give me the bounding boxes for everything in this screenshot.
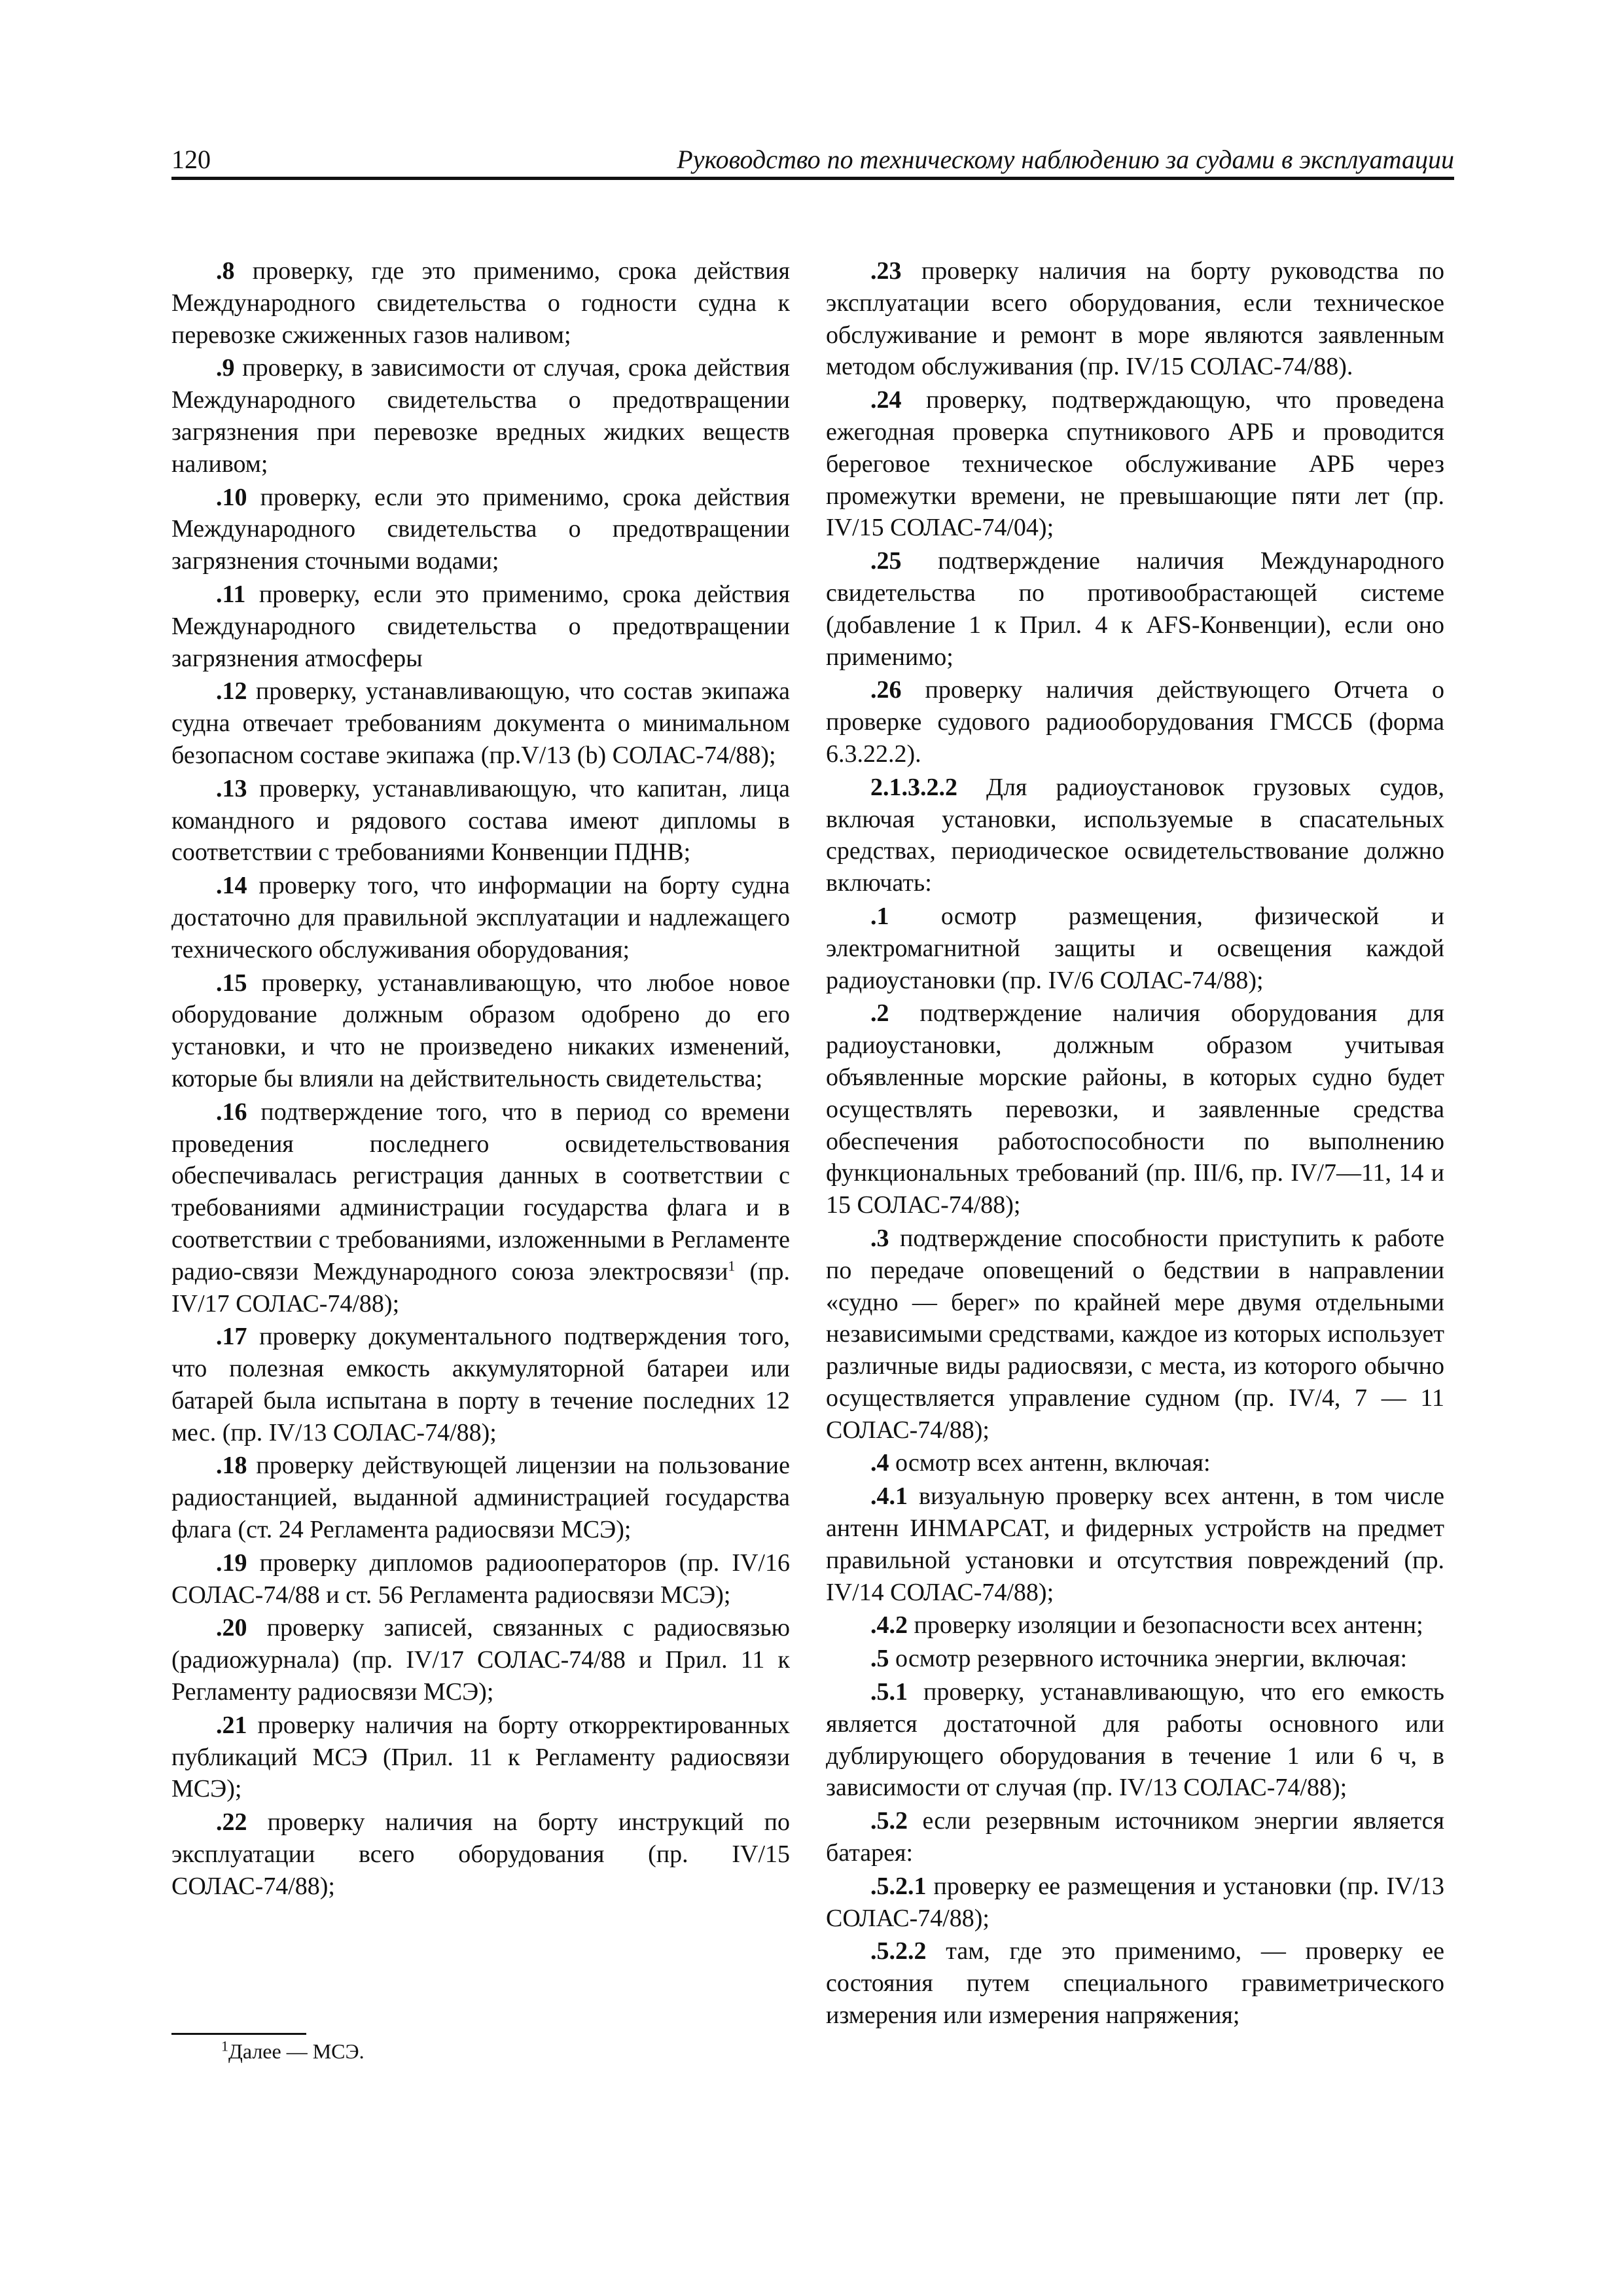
item-number: .4.1	[870, 1482, 908, 1511]
list-item	[826, 1935, 1444, 2031]
list-item	[826, 1480, 1444, 1608]
item-number: .21	[216, 1711, 247, 1739]
item-text: проверку наличия на борту руководства по эксплуатации всего оборудования, если техническое обслуживание и ремонт в море являются заявленным методом обслуживания (пр. IV/15 СОЛАС-74/88).	[826, 257, 1444, 381]
item-text: там, где это применимо, — проверку ее состояния путем специального гравиметрического измерения или измерения напряжения;	[826, 1937, 1444, 2030]
item-text: проверку, устанавливающую, что капитан, лица командного и рядового состава имеют дипломы в соответствии с требованиями Конвенции ПДНВ;	[171, 774, 790, 867]
list-item	[171, 1806, 790, 1902]
item-number: 2.1.3.2.2	[870, 773, 957, 801]
item-number: .4	[870, 1449, 889, 1477]
item-text: подтверждение наличия Международного свидетельства по противообрастающей системе (добавление 1 к Прил. 4 к AFS-Конвенции), если оно применимо;	[826, 547, 1444, 671]
footnote-ref: 1	[728, 1257, 736, 1274]
item-number: .25	[870, 547, 902, 575]
list-item	[171, 579, 790, 674]
list-item	[171, 870, 790, 965]
item-number: .4.2	[870, 1611, 908, 1640]
list-item	[826, 1871, 1444, 1935]
item-text: проверку документального подтверждения того, что полезная емкость аккумуляторной батареи или батарей была испытана в порту в течение последних 12 мес. (пр. IV/13 СОЛАС-74/88);	[171, 1323, 790, 1446]
item-text: проверку дипломов радиооператоров (пр. IV/16 СОЛАС-74/88 и ст. 56 Регламента радиосвязи МСЭ);	[171, 1549, 790, 1609]
item-text: осмотр всех антенн, включая:	[889, 1449, 1211, 1477]
item-text: проверку изоляции и безопасности всех антенн;	[908, 1611, 1423, 1640]
item-number: .19	[216, 1549, 247, 1577]
item-number: .5	[870, 1645, 889, 1673]
item-text: визуальную проверку всех антенн, в том числе антенн ИНМАРСАТ, и фидерных устройств на предмет правильной установки и отсутствия повреждений (пр. IV/14 СОЛАС-74/88);	[826, 1482, 1444, 1606]
footnote-text: Далее — МСЭ.	[228, 2039, 365, 2063]
item-number: .14	[216, 872, 247, 900]
running-title: Руководство по техническому наблюдению за судами в эксплуатации	[677, 145, 1454, 174]
page-header	[171, 144, 1454, 181]
item-text: осмотр резервного источника энергии, включая:	[889, 1645, 1408, 1673]
list-item	[171, 352, 790, 480]
item-text: подтверждение способности приступить к работе по передаче оповещений о бедствии в направлении «судно — берег» по крайней мере двумя отдельными независимыми средствами, каждое из которых использует различные виды радиосвязи, с места, из которого обычно осуществляется управление судном (пр. IV/4, 7 — 11 СОЛАС-74/88);	[826, 1224, 1444, 1444]
list-item	[171, 482, 790, 577]
item-text: проверку наличия на борту инструкций по эксплуатации всего оборудования (пр. IV/15 СОЛАС-74/88);	[171, 1808, 790, 1900]
item-text: проверку, устанавливающую, что его емкость является достаточной для работы основного или дублирующего оборудования в течение 1 или 6 ч, в зависимости от случая (пр. IV/13 СОЛАС-74/88);	[826, 1678, 1444, 1802]
item-text: проверку, устанавливающую, что состав экипажа судна отвечает требованиям документа о минимальном безопасном составе экипажа (пр.V/13 (b) СОЛАС-74/88);	[171, 677, 790, 769]
item-text: подтверждение наличия оборудования для радиоустановки, должным образом учитывая объявленные морские районы, в которых судно будет осуществлять перевозки, и заявленные средства обеспечения работоспособности по выполнению функциональных требований (пр. III/6, пр. IV/7—11, 14 и 15 СОЛАС-74/88);	[826, 999, 1444, 1219]
item-text: проверку, если это применимо, срока действия Международного свидетельства о предотвращении загрязнения атмосферы	[171, 580, 790, 672]
list-item	[171, 1612, 790, 1708]
list-item	[826, 674, 1444, 770]
list-item	[171, 255, 790, 351]
item-text: проверку записей, связанных с радиосвязью (радиожурнала) (пр. IV/17 СОЛАС-74/88 и Прил. 11 к Регламенту радиосвязи МСЭ);	[171, 1614, 790, 1706]
item-number: .23	[870, 257, 902, 285]
item-number: .5.2	[870, 1807, 908, 1835]
item-text: Для радиоустановок грузовых судов, включая установки, используемые в спасательных средствах, периодическое освидетельствование должно включать:	[826, 773, 1444, 897]
item-number: .13	[216, 774, 247, 802]
item-number: .20	[216, 1614, 247, 1642]
item-number: .24	[870, 386, 902, 414]
item-number: .12	[216, 677, 247, 706]
list-item	[826, 1447, 1444, 1479]
item-text: проверку, устанавливающую, что любое новое оборудование должным образом одобрено до его установки, и что не произведено никаких изменений, которые бы влияли на действительность свидетельства;	[171, 969, 790, 1092]
header-rule	[171, 177, 1454, 180]
list-item	[171, 1321, 790, 1448]
item-text: проверку наличия действующего Отчета о проверке судового радиооборудования ГМССБ (форма 6.3.22.2).	[826, 676, 1444, 768]
list-item	[171, 967, 790, 1095]
item-number: .16	[216, 1098, 247, 1126]
item-number: .5.1	[870, 1678, 908, 1706]
item-number: .1	[870, 902, 889, 930]
item-number: .22	[216, 1808, 247, 1837]
list-item	[826, 384, 1444, 544]
item-text: если резервным источником энергии является батарея:	[826, 1807, 1444, 1867]
list-item	[826, 772, 1444, 899]
item-number: .3	[870, 1224, 889, 1252]
list-item	[826, 1676, 1444, 1804]
list-item	[826, 255, 1444, 383]
item-number: .15	[216, 969, 247, 997]
item-number: .11	[216, 580, 246, 608]
item-text: осмотр размещения, физической и электромагнитной защиты и освещения каждой радиоустановки (пр. IV/6 СОЛАС-74/88);	[826, 902, 1444, 994]
item-number: .5.2.1	[870, 1872, 927, 1900]
list-item	[171, 675, 790, 771]
item-number: .17	[216, 1323, 247, 1351]
right-column	[826, 255, 1444, 2033]
item-text: проверку, где это применимо, срока действия Международного свидетельства о годности судна к перевозке сжиженных газов наливом;	[171, 257, 790, 349]
list-item	[171, 773, 790, 869]
list-item	[826, 1609, 1444, 1641]
item-text: проверку, если это применимо, срока действия Международного свидетельства о предотвращении загрязнения сточными водами;	[171, 483, 790, 575]
item-text-tail: (пр. IV/17 СОЛАС-74/88);	[171, 1257, 790, 1318]
item-number: .18	[216, 1452, 247, 1480]
footnote-marker: 1	[221, 2037, 228, 2054]
list-item	[826, 1805, 1444, 1869]
list-item	[171, 1096, 790, 1320]
list-item	[171, 1710, 790, 1805]
item-number: .5.2.2	[870, 1937, 927, 1965]
item-text: проверку того, что информации на борту судна достаточно для правильной эксплуатации и надлежащего технического обслуживания оборудования;	[171, 872, 790, 963]
list-item	[826, 545, 1444, 673]
item-text: проверку, в зависимости от случая, срока действия Международного свидетельства о предотвращении загрязнения при перевозке вредных жидких веществ наливом;	[171, 354, 790, 478]
list-item	[826, 997, 1444, 1221]
item-text: проверку ее размещения и установки (пр. IV/13 СОЛАС-74/88);	[826, 1872, 1444, 1932]
list-item	[826, 1223, 1444, 1446]
item-text: проверку, подтверждающую, что проведена ежегодная проверка спутникового АРБ и проводится береговое техническое обслуживание АРБ через промежутки времени, не превышающие пяти лет (пр. IV/15 СОЛАС-74/04);	[826, 386, 1444, 542]
left-column	[171, 255, 790, 1904]
item-text: проверку наличия на борту откорректированных публикаций МСЭ (Прил. 11 к Регламенту радиосвязи МСЭ);	[171, 1711, 790, 1803]
item-text: подтверждение того, что в период со времени проведения последнего освидетельствования обеспечивалась регистрация данных в соответствии с требованиями администрации государства флага и в соответствии с требованиями, изложенными в Регламенте радио-связи Международного союза электросвязи	[171, 1098, 790, 1285]
page-number: 120	[171, 145, 211, 174]
footnote-rule	[171, 2033, 306, 2035]
item-number: .10	[216, 483, 247, 511]
item-number: .9	[216, 354, 235, 382]
list-item	[826, 1643, 1444, 1675]
item-number: .2	[870, 999, 889, 1028]
footnote	[221, 2038, 365, 2064]
item-text: проверку действующей лицензии на пользование радиостанцией, выданной администрацией государства флага (ст. 24 Регламента радиосвязи МСЭ);	[171, 1452, 790, 1544]
list-item	[171, 1450, 790, 1545]
item-number: .26	[870, 676, 902, 704]
list-item	[171, 1547, 790, 1611]
list-item	[826, 901, 1444, 996]
item-number: .8	[216, 257, 235, 285]
